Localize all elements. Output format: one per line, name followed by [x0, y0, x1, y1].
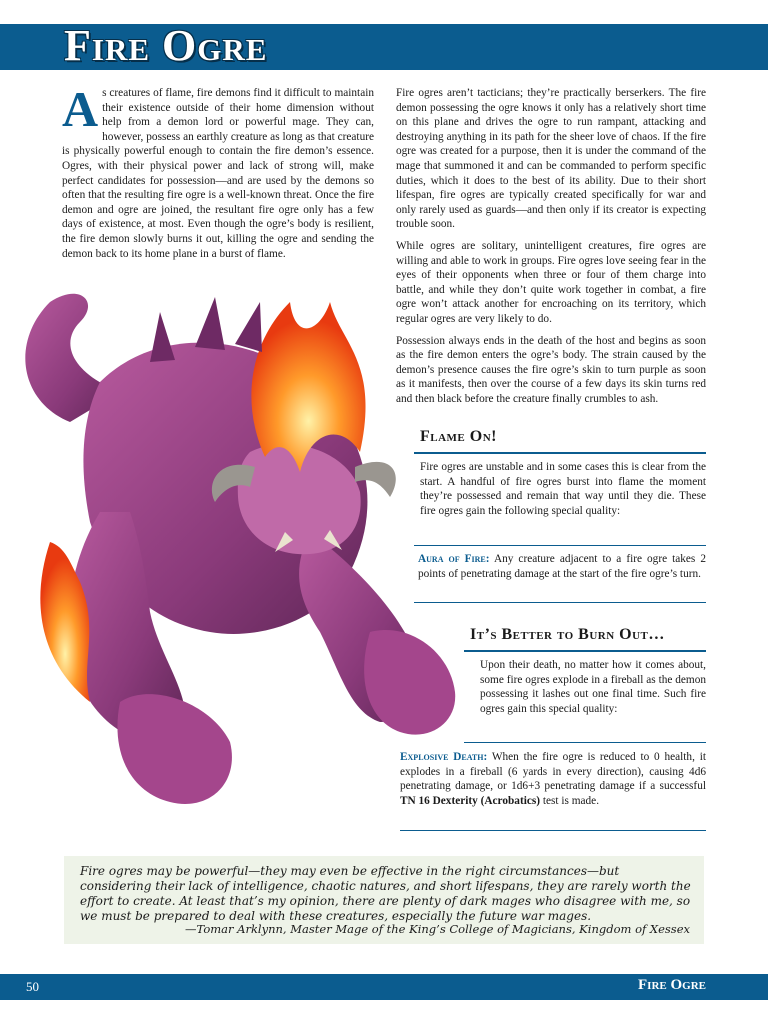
quality-explosive-rule-top — [464, 742, 706, 743]
quote-text: Fire ogres may be powerful—they may even be effective in the right circumstances—but considering their lack of intelligence, chaotic natures, and short lifespans, they are rarely worth the effort to create. At least that’s my opinion, there are plenty of dark mages who disagree with me, so we must be prepared to deal with these creatures, especially the future war mages. — [80, 864, 691, 923]
paragraph-tactics: Fire ogres aren’t tacticians; they’re practically berserkers. The fire demon possessing the ogre knows it only has a relatively short time on this plane and drives the ogre to run rampant, attacking and destroying anything in its path for the sheer love of chaos. If the fire ogre was created for a purpose, then it is under the command of the mage that summoned it and can be commanded to perform specific duties, which it does to the best of its ability. Due to their short lifespan, fire ogres are typically created specifically for war and only rarely used as guards—and then only if its creator is expecting trouble soon. — [396, 87, 706, 231]
footer-title: Fire Ogre — [638, 977, 706, 993]
intro-column — [62, 81, 374, 268]
quality-aura-text: Any creature adjacent to a fire ogre takes 2 points of penetrating damage at the start of the fire ogre’s turn. — [418, 553, 706, 580]
paragraph-possession: Possession always ends in the death of the host and begins as soon as the fire demon enters the ogre’s body. The strain caused by the demon’s presence causes the fire ogre’s skin to turn purple as soon as it manifests, then over the course of a few days its skin turns red and then black before the creature finally crumbles to ash. — [396, 334, 706, 405]
sidebar-flame-on-body: Fire ogres are unstable and in some cases this is clear from the start. A handful of fire ogres burst into flame the moment they’re possessed and remain that way until they die. These fire ogres gain the following special quality: — [420, 461, 706, 517]
sidebar-flame-on-text — [420, 460, 706, 518]
quality-aura-rule-top — [414, 545, 706, 546]
quality-explosive-rule-bottom — [400, 830, 706, 831]
quality-aura-rule-bottom — [414, 602, 706, 603]
left-hand-shape — [117, 694, 231, 804]
quality-explosive-text: When the fire ogre is reduced to 0 health, it explodes in a fireball (6 yards in every direction), causing 4d6 penetrating damage, or 1d6+3 penetrating damage if a successful — [400, 751, 706, 793]
quality-aura-name: Aura of Fire: — [418, 553, 490, 565]
intro-text: s creatures of flame, fire demons find it difficult to maintain their existence outside of their home dimension without help from a demon lord or powerful mage. They can, however, possess an earthly creature as long as that creature is physically powerful enough to contain the fire demon’s essence. Ogres, with their physical power and lack of strong will, make perfect candidates for possession—and are used by the demons so often that the resulting fire ogre is a well-known threat. Once the fire demon and ogre are joined, the resultant fire ogre only has a few days of existence, at most. Even though the ogre’s body is resilient, the fire demon slowly burns it out, killing the ogre and sending the demon back to its home plane in a burst of flame. — [62, 87, 374, 260]
paragraph-groups: While ogres are solitary, unintelligent creatures, fire ogres are willing and able to work in groups. Fire ogres love seeing fear in the eyes of their opponents when three or four of them charge into battle, and while they don’t quite work together in combat, a fire ogre won’t attack another for encroaching on its territory, which regular ogres are very likely to do. — [396, 239, 706, 325]
intro-paragraph — [62, 81, 374, 261]
quality-explosive-end: test is made. — [540, 794, 600, 807]
sidebar-flame-on-rule — [414, 452, 706, 454]
sidebar-burn-out-text — [480, 658, 706, 716]
drop-cap: A — [62, 81, 99, 137]
quote-attribution: —Tomar Arklynn, Master Mage of the King’s College of Magicians, Kingdom of Xessex — [185, 922, 690, 936]
quality-aura-of-fire — [418, 552, 706, 581]
page-number: 50 — [26, 979, 39, 994]
quote-box — [64, 856, 704, 944]
sidebar-burn-out-body: Upon their death, no matter how it comes about, some fire ogres explode in a fireball as the demon possessing it lashes out one final time. Such fire ogres gain this special quality: — [480, 659, 706, 715]
quality-explosive-name: Explosive Death: — [400, 751, 488, 763]
sidebar-burn-out-heading: It’s Better to Burn Out… — [470, 626, 665, 643]
sidebar-flame-on-heading: Flame On! — [420, 428, 497, 445]
quality-explosive-death — [400, 750, 706, 808]
page-title: Fire Ogre — [64, 21, 268, 70]
sidebar-burn-out-rule — [464, 650, 706, 652]
quality-explosive-test: TN 16 Dexterity (Acrobatics) — [400, 794, 541, 807]
